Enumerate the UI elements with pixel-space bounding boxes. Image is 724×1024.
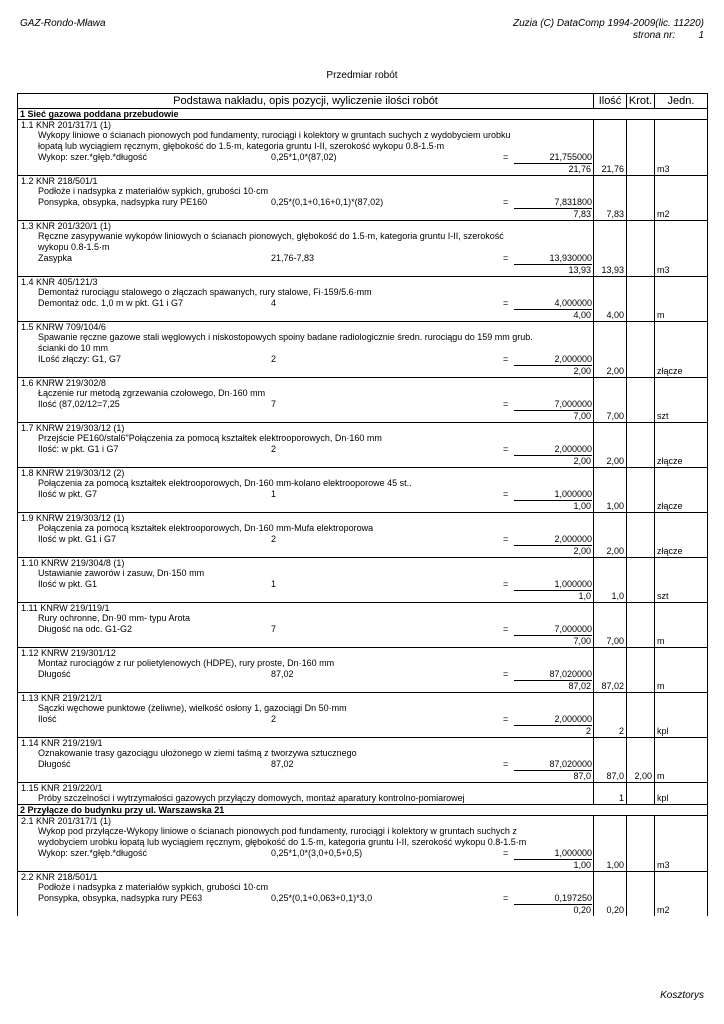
- calc-formula: 1: [271, 489, 277, 499]
- item-multiplier: [627, 423, 655, 468]
- calc-formula: 0,25*(0,1+0,16+0,1)*(87,02): [271, 197, 384, 207]
- item-calc-line: [18, 793, 593, 804]
- calc-sum: 1,00: [573, 860, 591, 870]
- calc-sum: 87,02: [568, 681, 591, 691]
- section-title: 1 Sieć gazowa poddana przebudowie: [18, 109, 708, 120]
- item-description-line: łopatą lub wyciągiem ręcznym, głębokość do 1.5·m, kategoria gruntu I-II, szerokość wykopu 0.8-1.5·m: [38, 141, 445, 151]
- item-quantity: 2,00: [594, 513, 627, 558]
- item-quantity: 1,00: [594, 468, 627, 513]
- calc-value: 2,000000: [514, 534, 592, 546]
- col-header-description: Podstawa nakładu, opis pozycji, wyliczenie ilości robót: [18, 94, 594, 109]
- item-calc-line: [18, 669, 593, 681]
- item-quantity: 2,00: [594, 322, 627, 378]
- item-description-line: Demontaż rurociągu stalowego o złączach spawanych, rury stalowe, Fi·159/5.6·mm: [38, 287, 372, 297]
- footer-label: Kosztorys: [660, 990, 704, 1001]
- calc-label: Zasypka: [38, 253, 73, 263]
- calc-formula: 2: [271, 444, 277, 454]
- calc-equals: =: [503, 893, 509, 903]
- item-unit: m2: [655, 872, 708, 917]
- calc-label: Ilość w pkt. G1: [38, 579, 98, 589]
- calc-label: Ponsypka, obsypka, nadsypka rury PE63: [38, 893, 203, 903]
- item-multiplier: [627, 176, 655, 221]
- item-unit: m: [655, 738, 708, 783]
- item-quantity: 7,00: [594, 378, 627, 423]
- item-multiplier: 2,00: [627, 738, 655, 783]
- item-multiplier: [627, 513, 655, 558]
- calc-sum: 7,00: [573, 411, 591, 421]
- item-multiplier: [627, 120, 655, 176]
- item-description-cell: [18, 176, 594, 221]
- item-description-line: Ustawianie zaworów i zasuw, Dn·150 mm: [38, 568, 205, 578]
- table-row: [18, 378, 708, 423]
- item-description-cell: [18, 221, 594, 277]
- calc-formula: 2: [271, 714, 277, 724]
- item-description-line: Połączenia za pomocą kształtek elektrooporowych, Dn·160 mm-kolano elektrooporowe 45 st..: [38, 478, 412, 488]
- calc-formula: 7: [271, 399, 277, 409]
- item-multiplier: [627, 277, 655, 322]
- table-row: [18, 816, 708, 872]
- item-description-cell: [18, 783, 594, 805]
- calc-label: Próby szczelności i wytrzymałości gazowych przyłączy domowych, montaż aparatury kontrolno-pomiarowej: [38, 793, 465, 803]
- page-number: 1: [698, 30, 704, 41]
- table-row: [18, 277, 708, 322]
- calc-value: 87,020000: [514, 759, 592, 771]
- calc-equals: =: [503, 354, 509, 364]
- item-calc-line: [18, 298, 593, 310]
- item-quantity: 1,0: [594, 558, 627, 603]
- calc-sum: 7,00: [573, 636, 591, 646]
- item-code: 1.5 KNRW 709/104/6: [21, 322, 106, 332]
- item-multiplier: [627, 468, 655, 513]
- item-calc-line: [18, 893, 593, 905]
- calc-equals: =: [503, 579, 509, 589]
- table-row: [18, 468, 708, 513]
- calc-value: 7,000000: [514, 399, 592, 411]
- item-description-cell: [18, 738, 594, 783]
- item-description-line: Rury ochronne, Dn·90 mm- typu Arota: [38, 613, 191, 623]
- calc-formula: 0,25*1,0*(87,02): [271, 152, 337, 162]
- item-code: 1.13 KNR 219/212/1: [21, 693, 103, 703]
- item-multiplier: [627, 693, 655, 738]
- item-quantity: 2: [594, 693, 627, 738]
- col-header-quantity: Ilość: [594, 94, 627, 109]
- item-code: 1.1 KNR 201/317/1 (1): [21, 120, 112, 130]
- item-code: 1.12 KNRW 219/301/12: [21, 648, 116, 658]
- table-row: [18, 738, 708, 783]
- calc-formula: 1: [271, 579, 277, 589]
- item-code: 1.7 KNRW 219/303/12 (1): [21, 423, 125, 433]
- calc-value: 7,000000: [514, 624, 592, 636]
- item-unit: m3: [655, 816, 708, 872]
- item-description-line: Ręczne zasypywanie wykopów liniowych o ścianach pionowych, głębokość do 1.5·m, kategoria gruntu I-II, szerokość: [38, 231, 504, 241]
- table-row: [18, 603, 708, 648]
- item-description-line: Podłoże i nadsypka z materiałów sypkich, grubości 10·cm: [38, 186, 269, 196]
- calc-equals: =: [503, 669, 509, 679]
- table-row: [18, 648, 708, 693]
- item-calc-line: [18, 624, 593, 636]
- calc-value: 21,755000: [514, 152, 592, 164]
- calc-sum: 1,0: [578, 591, 591, 601]
- table-row: [18, 423, 708, 468]
- calc-label: Ilość (87,02/12=7,25: [38, 399, 120, 409]
- item-multiplier: [627, 648, 655, 693]
- item-description-line: Wykopy liniowe o ścianach pionowych pod fundamenty, rurociągi i kolektory w gruntach suchych z wydobyciem urobku: [38, 130, 511, 140]
- item-unit: m: [655, 277, 708, 322]
- item-multiplier: [627, 872, 655, 917]
- item-calc-line: [18, 152, 593, 164]
- item-quantity: 4,00: [594, 277, 627, 322]
- item-description-cell: [18, 816, 594, 872]
- calc-formula: 2: [271, 534, 277, 544]
- item-multiplier: [627, 783, 655, 805]
- calc-value: 4,000000: [514, 298, 592, 310]
- calc-value: 87,020000: [514, 669, 592, 681]
- calc-equals: =: [503, 624, 509, 634]
- col-header-multiplier: Krot.: [627, 94, 655, 109]
- header-license: Zuzia (C) DataComp 1994-2009(lic. 11220): [512, 18, 704, 29]
- calc-equals: =: [503, 253, 509, 263]
- calc-formula: 7: [271, 624, 277, 634]
- item-calc-line: [18, 714, 593, 726]
- item-unit: złącze: [655, 423, 708, 468]
- calc-sum: 1,00: [573, 501, 591, 511]
- item-calc-line: [18, 848, 593, 860]
- calc-label: Ilość w pkt. G7: [38, 489, 98, 499]
- calc-label: Wykop: szer.*głęb.*długość: [38, 152, 147, 162]
- item-quantity: 0,20: [594, 872, 627, 917]
- item-quantity: 13,93: [594, 221, 627, 277]
- item-description-line: Spawanie ręczne gazowe stali węglowych i niskostopowych spoiny badane radiologicznie średn. rurociągu do 159 mm grub.: [38, 332, 533, 342]
- calc-equals: =: [503, 489, 509, 499]
- item-description-cell: [18, 603, 594, 648]
- item-unit: m: [655, 603, 708, 648]
- calc-value: 13,930000: [514, 253, 592, 265]
- calc-sum: 2,00: [573, 546, 591, 556]
- calc-sum: 7,83: [573, 209, 591, 219]
- item-calc-line: [18, 253, 593, 265]
- item-calc-line: [18, 444, 593, 456]
- table-row: [18, 872, 708, 917]
- calc-equals: =: [503, 197, 509, 207]
- calc-value: 2,000000: [514, 354, 592, 366]
- item-code: 1.14 KNR 219/219/1: [21, 738, 103, 748]
- calc-value: 2,000000: [514, 714, 592, 726]
- calc-label: Ilość w pkt. G1 i G7: [38, 534, 117, 544]
- calc-label: Długość na odc. G1-G2: [38, 624, 133, 634]
- item-calc-line: [18, 354, 593, 366]
- table-row: [18, 221, 708, 277]
- item-description-cell: [18, 648, 594, 693]
- calc-value: 1,000000: [514, 489, 592, 501]
- col-header-unit: Jedn.: [655, 94, 708, 109]
- calc-value: 7,831800: [514, 197, 592, 209]
- item-quantity: 87,02: [594, 648, 627, 693]
- item-quantity: 7,83: [594, 176, 627, 221]
- calc-sum: 2,00: [573, 456, 591, 466]
- item-description-line: Wykop pod przyłącze-Wykopy liniowe o ścianach pionowych pod fundamenty, rurociągi i kolektory w gruntach suchych z: [38, 826, 517, 836]
- item-code: 1.4 KNR 405/121/3: [21, 277, 98, 287]
- item-code: 1.15 KNR 219/220/1: [21, 783, 103, 793]
- item-quantity: 87,0: [594, 738, 627, 783]
- item-quantity: 1: [594, 783, 627, 805]
- item-description-line: wykopu 0.8-1.5·m: [38, 242, 110, 252]
- item-multiplier: [627, 378, 655, 423]
- calc-sum: 2,00: [573, 366, 591, 376]
- document-title: Przedmiar robót: [326, 70, 398, 81]
- table-row: [18, 120, 708, 176]
- calc-value: 1,000000: [514, 579, 592, 591]
- page-label: strona nr:: [632, 30, 676, 41]
- calc-equals: =: [503, 848, 509, 858]
- item-code: 1.2 KNR 218/501/1: [21, 176, 98, 186]
- item-unit: m2: [655, 176, 708, 221]
- item-description-cell: [18, 468, 594, 513]
- header-software-info: [513, 18, 704, 42]
- item-description-line: Podłoże i nadsypka z materiałów sypkich, grubości 10·cm: [38, 882, 269, 892]
- item-multiplier: [627, 816, 655, 872]
- item-description-cell: [18, 872, 594, 917]
- item-description-line: Sączki węchowe punktowe (żeliwne), wielkość osłony 1, gazociągi Dn 50·mm: [38, 703, 347, 713]
- section-row: [18, 805, 708, 816]
- table-row: [18, 176, 708, 221]
- item-code: 1.11 KNRW 219/119/1: [21, 603, 110, 613]
- item-description-cell: [18, 378, 594, 423]
- calc-label: Ponsypka, obsypka, nadsypka rury PE160: [38, 197, 208, 207]
- calc-equals: =: [503, 152, 509, 162]
- item-unit: złącze: [655, 322, 708, 378]
- table-row: [18, 783, 708, 805]
- calc-value: 2,000000: [514, 444, 592, 456]
- calc-equals: =: [503, 298, 509, 308]
- item-unit: kpl: [655, 693, 708, 738]
- calc-formula: 0,25*1,0*(3,0+0,5+0,5): [271, 848, 363, 858]
- calc-formula: 2: [271, 354, 277, 364]
- calc-label: Ilość: w pkt. G1 i G7: [38, 444, 119, 454]
- item-description-line: wydobyciem urobku łopatą lub wyciągiem ręcznym, głębokość do 1.5·m, kategoria gruntu I-II, szerokość wykopu 0.8-1.5·m: [38, 837, 527, 847]
- calc-equals: =: [503, 444, 509, 454]
- item-code: 1.8 KNRW 219/303/12 (2): [21, 468, 125, 478]
- header-page: [513, 30, 704, 42]
- item-calc-line: [18, 197, 593, 209]
- calc-formula: 0,25*(0,1+0,063+0,1)*3,0: [271, 893, 373, 903]
- item-code: 1.3 KNR 201/320/1 (1): [21, 221, 112, 231]
- item-description-cell: [18, 558, 594, 603]
- table-header-row: [18, 94, 708, 109]
- calc-value: 0,197250: [514, 893, 592, 905]
- item-description-cell: [18, 322, 594, 378]
- calc-label: ILość złączy: G1, G7: [38, 354, 122, 364]
- calc-sum: 13,93: [568, 265, 591, 275]
- item-code: 1.6 KNRW 219/302/8: [21, 378, 106, 388]
- item-unit: złącze: [655, 513, 708, 558]
- table-row: [18, 513, 708, 558]
- item-unit: szt: [655, 558, 708, 603]
- calc-label: Demontaż odc. 1,0 m w pkt. G1 i G7: [38, 298, 184, 308]
- estimate-table: [17, 93, 708, 916]
- item-unit: m3: [655, 221, 708, 277]
- item-description-line: Przejście PE160/stal6"Połączenia za pomocą kształtek elektrooporowych, Dn·160 mm: [38, 433, 382, 443]
- section-row: [18, 109, 708, 120]
- item-unit: złącze: [655, 468, 708, 513]
- calc-formula: 87,02: [271, 759, 294, 769]
- item-unit: szt: [655, 378, 708, 423]
- item-calc-line: [18, 489, 593, 501]
- calc-equals: =: [503, 534, 509, 544]
- calc-equals: =: [503, 399, 509, 409]
- item-code: 1.10 KNRW 219/304/8 (1): [21, 558, 125, 568]
- item-quantity: 2,00: [594, 423, 627, 468]
- calc-sum: 4,00: [573, 310, 591, 320]
- item-code: 1.9 KNRW 219/303/12 (1): [21, 513, 125, 523]
- calc-label: Długość: [38, 759, 71, 769]
- item-unit: m: [655, 648, 708, 693]
- item-multiplier: [627, 221, 655, 277]
- item-description-line: Łączenie rur metodą zgrzewania czołowego, Dn·160 mm: [38, 388, 266, 398]
- item-description-line: Oznakowanie trasy gazociągu ułożonego w ziemi taśmą z tworzywa sztucznego: [38, 748, 357, 758]
- item-code: 2.1 KNR 201/317/1 (1): [21, 816, 112, 826]
- calc-sum: 2: [585, 726, 591, 736]
- calc-sum: 87,0: [573, 771, 591, 781]
- calc-sum: 0,20: [573, 905, 591, 915]
- item-calc-line: [18, 759, 593, 771]
- item-calc-line: [18, 399, 593, 411]
- item-code: 2.2 KNR 218/501/1: [21, 872, 98, 882]
- calc-label: Wykop: szer.*głęb.*długość: [38, 848, 147, 858]
- item-calc-line: [18, 534, 593, 546]
- calc-formula: 87,02: [271, 669, 294, 679]
- calc-label: Ilość: [38, 714, 57, 724]
- item-description-line: Montaż rurociągów z rur polietylenowych (HDPE), rury proste, Dn·160 mm: [38, 658, 335, 668]
- item-quantity: 7,00: [594, 603, 627, 648]
- item-unit: kpl: [655, 783, 708, 805]
- section-title: 2 Przyłącze do budynku przy ul. Warszawska 21: [18, 805, 708, 816]
- calc-formula: 21,76-7,83: [271, 253, 315, 263]
- calc-formula: 4: [271, 298, 277, 308]
- item-multiplier: [627, 322, 655, 378]
- table-row: [18, 693, 708, 738]
- item-description-cell: [18, 277, 594, 322]
- item-unit: m3: [655, 120, 708, 176]
- calc-sum: 21,76: [568, 164, 591, 174]
- item-quantity: 1,00: [594, 816, 627, 872]
- item-multiplier: [627, 558, 655, 603]
- item-description-line: ścianki do 10 mm: [38, 343, 109, 353]
- calc-label: Długość: [38, 669, 71, 679]
- item-description-cell: [18, 120, 594, 176]
- table-row: [18, 558, 708, 603]
- item-description-line: Połączenia za pomocą kształtek elektrooporowych, Dn·160 mm-Mufa elektroporowa: [38, 523, 374, 533]
- item-description-cell: [18, 423, 594, 468]
- item-description-cell: [18, 513, 594, 558]
- calc-equals: =: [503, 759, 509, 769]
- item-quantity: 21,76: [594, 120, 627, 176]
- calc-equals: =: [503, 714, 509, 724]
- estimate-body: [18, 109, 708, 917]
- calc-value: 1,000000: [514, 848, 592, 860]
- item-multiplier: [627, 603, 655, 648]
- header-project-name: GAZ-Rondo-Mława: [20, 18, 106, 29]
- table-row: [18, 322, 708, 378]
- item-description-cell: [18, 693, 594, 738]
- item-calc-line: [18, 579, 593, 591]
